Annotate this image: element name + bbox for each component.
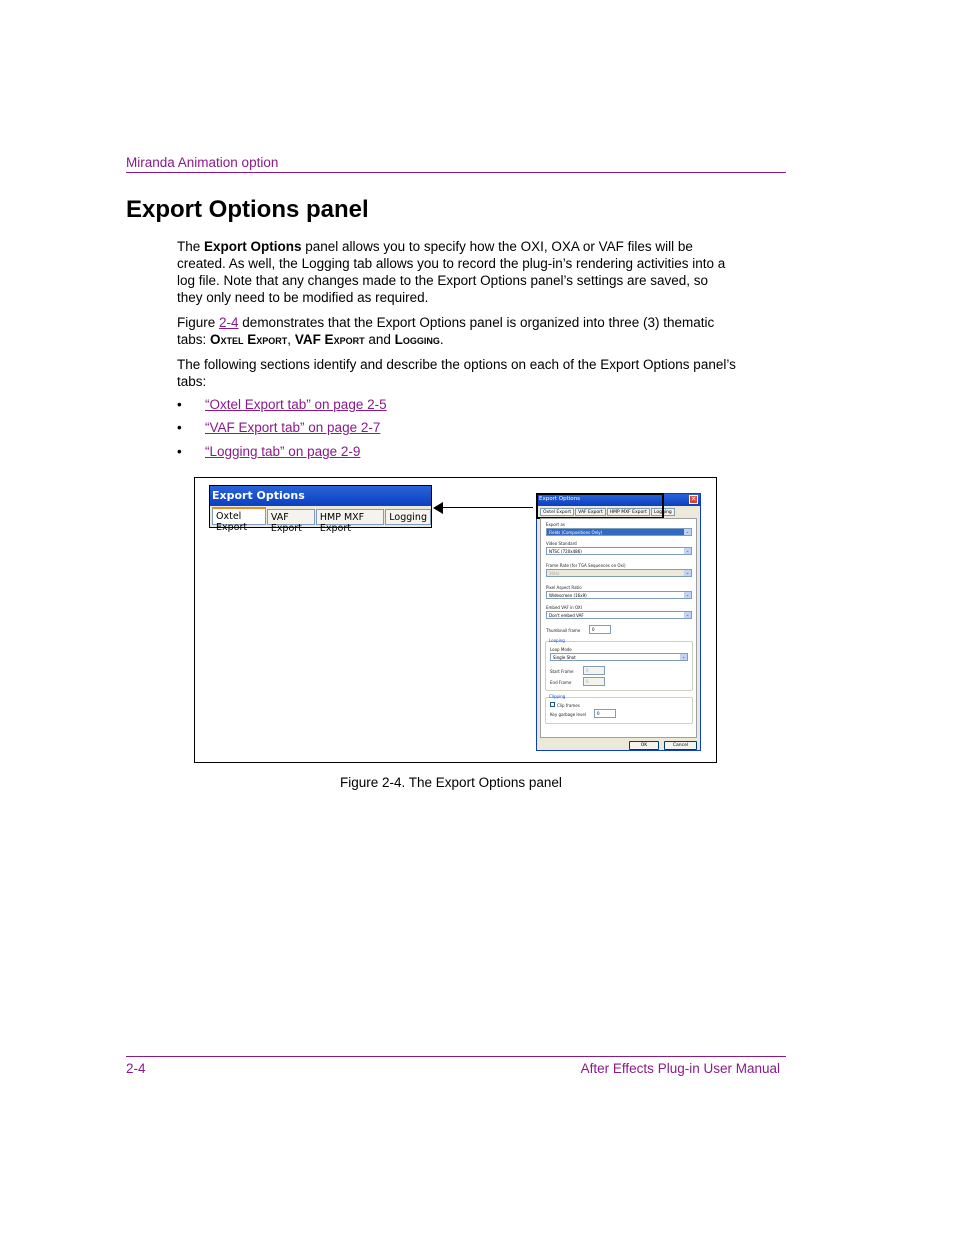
page-number: 2-4 [126,1061,146,1076]
header-rule [126,172,786,173]
loop-mode-select[interactable]: Single Shot ⌄ [550,653,688,661]
dialog-body [540,518,697,738]
chevron-down-icon: ⌄ [681,654,686,659]
logging-link[interactable]: “Logging tab” on page 2-9 [205,444,361,459]
video-standard-label: Video Standard [546,541,577,546]
export-as-select[interactable]: Fields (Compositions Only) ⌄ [546,528,692,536]
clipping-group-label: Clipping [549,694,566,699]
cancel-button[interactable]: Cancel [664,741,697,750]
zoom-title-bar: Export Options [210,486,431,506]
thumbnail-label: Thumbnail frame [546,628,581,633]
thumbnail-input[interactable]: 0 [589,625,611,634]
oxtel-export-link[interactable]: “Oxtel Export tab” on page 2-5 [205,397,387,412]
figure-frame [194,477,717,763]
zoom-tab-hmp-mxf-export[interactable]: HMP MXF Export [316,509,384,525]
vaf-export-link[interactable]: “VAF Export tab” on page 2-7 [205,420,381,435]
export-as-label: Export as [546,522,565,527]
embed-vaf-label: Embed VAF in OXI [546,605,582,610]
looping-group-label: Looping [549,638,565,643]
export-options-dialog [536,493,701,751]
tab-name-vaf: VAF Export [294,332,365,347]
zoom-tab-vaf-export[interactable]: VAF Export [267,509,315,525]
callout-arrowhead [433,502,443,514]
end-frame-label: End Frame [550,680,572,685]
key-level-label: Key garbage level [550,712,586,717]
figure-caption: Figure 2-4. The Export Options panel [340,775,562,790]
manual-title: After Effects Plug-in User Manual [580,1061,780,1076]
list-item: • “Oxtel Export tab” on page 2-5 [177,397,387,412]
page-title: Export Options panel [126,196,369,223]
zoom-tab-logging[interactable]: Logging [385,509,431,525]
ok-button[interactable]: OK [629,741,659,750]
video-standard-select[interactable]: NTSC (720x486) ⌄ [546,547,692,555]
running-header: Miranda Animation option [126,155,279,170]
footer-rule [126,1056,786,1057]
clipping-group [545,697,693,724]
sections-paragraph: The following sections identify and describe the options on each of the Export Options panel’s tabs: [177,357,736,389]
clip-frames-label: Clip frames [557,703,580,708]
dialog-title: Export Options [539,496,580,502]
chevron-down-icon: ⌄ [685,592,690,597]
intro-paragraph: The Export Options panel allows you to specify how the OXI, OXA or VAF files will be created. As well, the Logging tab allows you to record the plug-in’s rendering activities into a log file. Note that any changes made to the Export Options panel’s settings are saved, so they only need to be modified as required. [177,239,726,305]
zoom-tab-oxtel-export[interactable]: Oxtel Export [212,507,266,525]
key-level-input[interactable]: 0 [594,709,616,718]
embed-vaf-select[interactable]: Don't embed VAF ⌄ [546,611,692,619]
frame-rate-select[interactable]: 30Hz ⌄ [546,569,692,577]
pixel-aspect-label: Pixel Aspect Ratio [546,585,582,590]
start-frame-label: Start Frame [550,669,574,674]
chevron-down-icon: ⌄ [685,612,690,617]
pixel-aspect-select[interactable]: Widescreen (16x9) ⌄ [546,591,692,599]
chevron-down-icon: ⌄ [685,570,690,575]
callout-line [441,507,533,508]
zoomed-tab-bar [209,485,432,534]
tabs-paragraph: Figure 2-4 demonstrates that the Export Options panel is organized into three (3) thematic tabs: Oxtel Export, VAF Export and Logging. [177,315,715,347]
close-icon[interactable]: ✕ [690,495,697,503]
frame-rate-label: Frame Rate (for TGA Sequences on Oxi) [546,563,626,568]
chevron-down-icon: ⌄ [685,548,690,553]
export-options-term: Export Options [204,239,302,254]
list-item: • “Logging tab” on page 2-9 [177,444,361,459]
list-item: • “VAF Export tab” on page 2-7 [177,420,381,435]
tab-oxtel-export[interactable]: Oxtel Export [540,508,574,516]
tab-name-logging: Logging [394,332,440,347]
tab-hmp-mxf-export[interactable]: HMP MXF Export [607,508,650,516]
tab-logging[interactable]: Logging [651,508,675,516]
tab-name-oxtel: Oxtel Export [210,332,288,347]
end-frame-input[interactable]: 0 [583,677,605,686]
clip-frames-checkbox[interactable] [550,702,555,707]
chevron-down-icon: ⌄ [685,529,690,534]
highlight-box [536,493,664,519]
figure-link[interactable]: 2-4 [219,315,239,330]
loop-mode-label: Loop Mode [550,647,572,652]
tab-vaf-export[interactable]: VAF Export [575,508,606,516]
start-frame-input[interactable]: 0 [583,666,605,675]
